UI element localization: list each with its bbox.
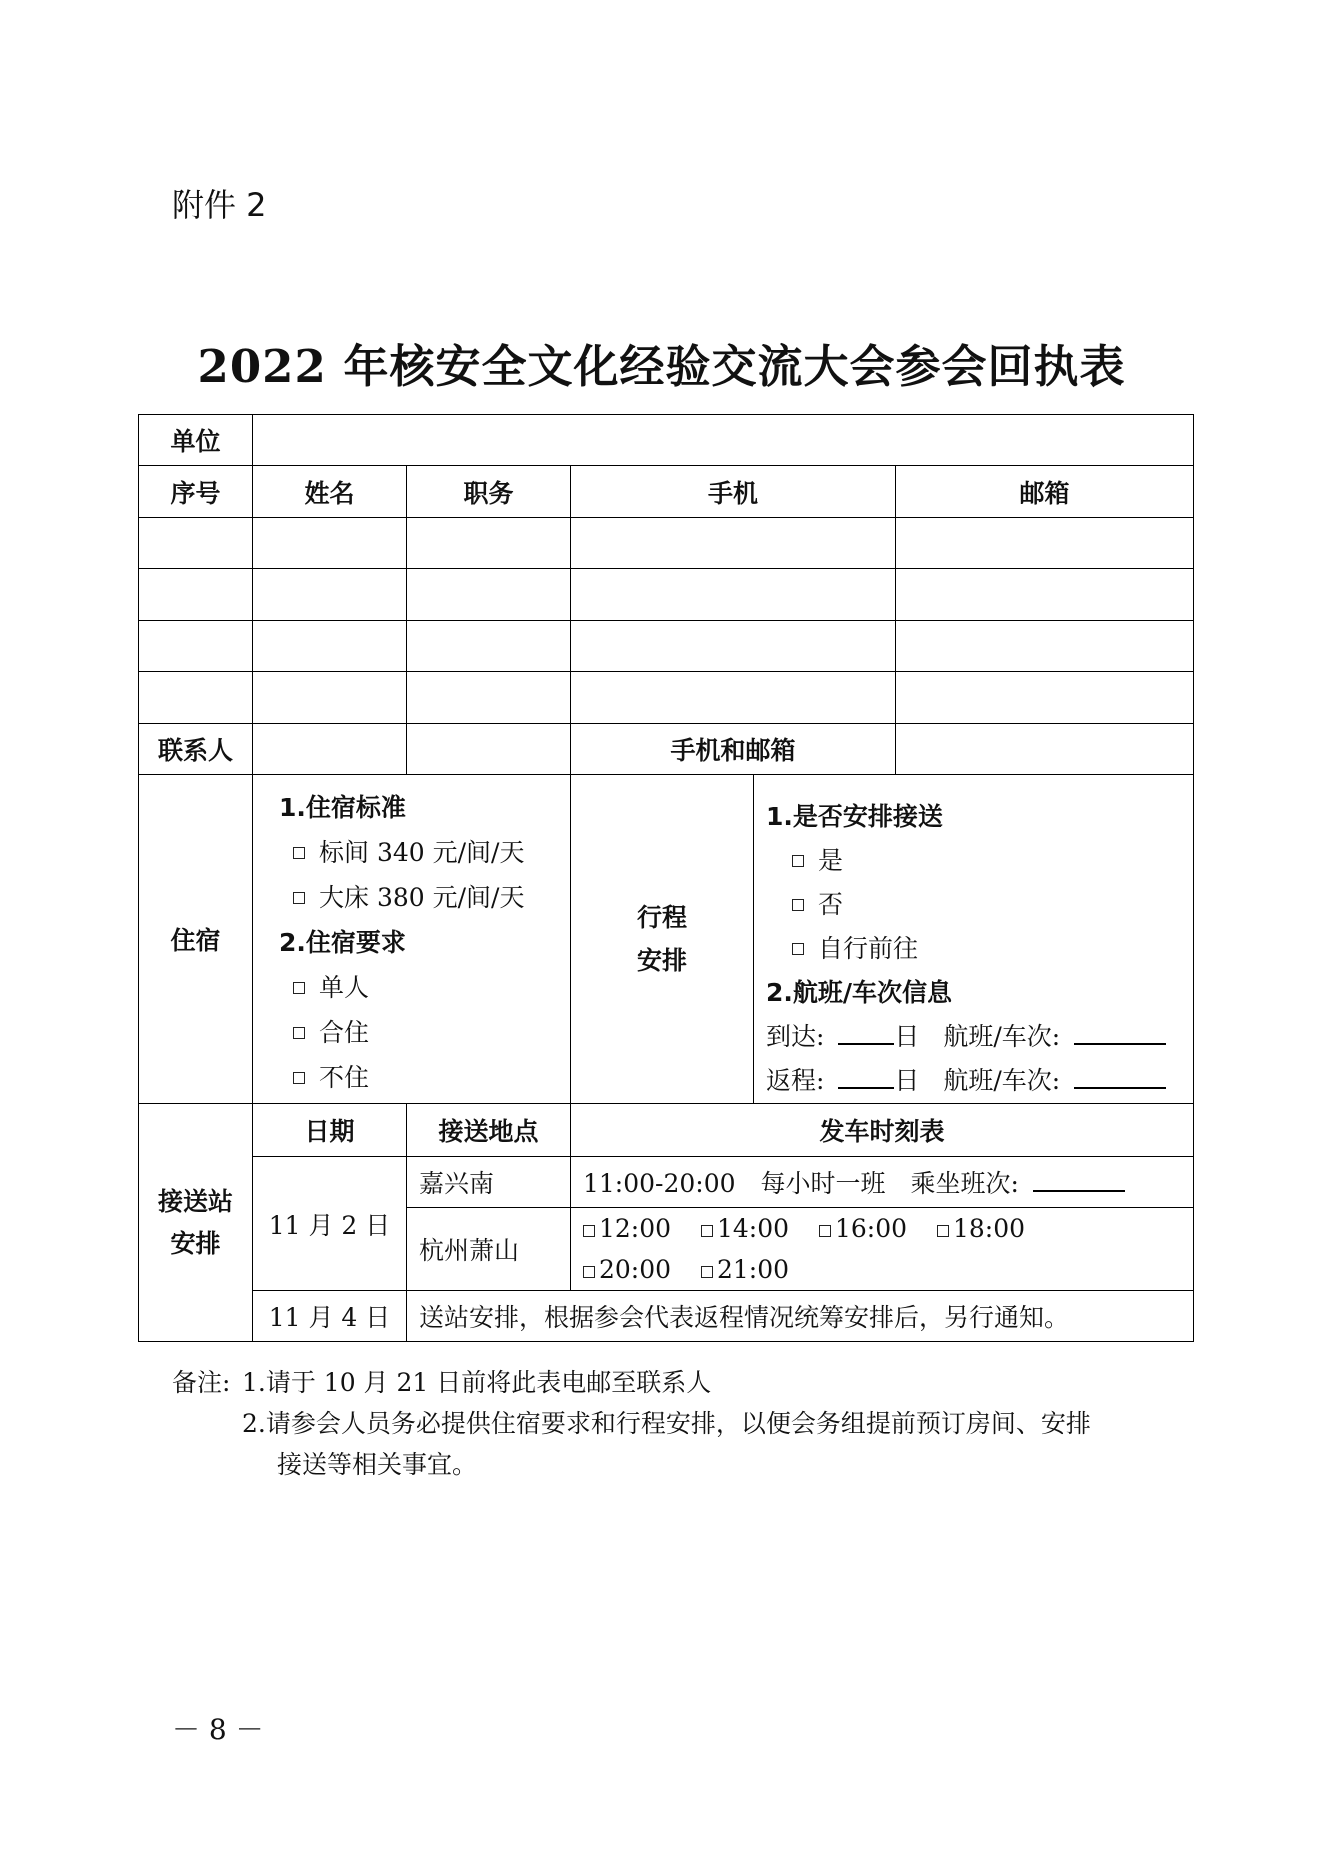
registration-form-table bbox=[138, 414, 1194, 1342]
checkbox-icon[interactable] bbox=[293, 847, 305, 859]
position-cell[interactable] bbox=[407, 621, 571, 672]
shuttle-date-nov2: 11 月 2 日 bbox=[253, 1157, 407, 1291]
notes-prefix: 备注: bbox=[172, 1368, 231, 1397]
jiaxing-schedule: 11:00-20:00 每小时一班 乘坐班次: bbox=[571, 1157, 1194, 1208]
shuttle-location-header: 接送地点 bbox=[407, 1104, 571, 1157]
checkbox-icon[interactable] bbox=[792, 943, 804, 955]
accommodation-itinerary-row bbox=[139, 775, 1194, 1104]
accommodation-label: 住宿 bbox=[139, 775, 253, 1104]
phone-cell[interactable] bbox=[571, 621, 896, 672]
checkbox-icon[interactable] bbox=[293, 892, 305, 904]
pickup-heading: 1.是否安排接送 bbox=[766, 802, 943, 831]
checkbox-icon[interactable] bbox=[701, 1266, 713, 1278]
seq-cell[interactable] bbox=[139, 621, 253, 672]
email-cell[interactable] bbox=[896, 569, 1194, 621]
time-option[interactable]: 12:00 bbox=[583, 1214, 671, 1243]
time-option[interactable]: 18:00 bbox=[937, 1214, 1025, 1243]
phone-cell[interactable] bbox=[571, 518, 896, 569]
page-number: － 8 － bbox=[172, 1713, 264, 1746]
checkbox-icon[interactable] bbox=[293, 982, 305, 994]
name-cell[interactable] bbox=[253, 518, 407, 569]
requirement-option-shared[interactable]: 合住 bbox=[279, 1010, 570, 1055]
position-cell[interactable] bbox=[407, 518, 571, 569]
col-header-name: 姓名 bbox=[253, 466, 407, 518]
form-title: 2022 年核安全文化经验交流大会参会回执表 bbox=[197, 340, 1126, 393]
itinerary-label: 行程 安排 bbox=[571, 775, 754, 1104]
note-item-2-cont: 接送等相关事宜。 bbox=[277, 1450, 478, 1479]
contact-row bbox=[139, 724, 1194, 775]
checkbox-icon[interactable] bbox=[792, 899, 804, 911]
contact-name-field[interactable] bbox=[253, 724, 407, 775]
contact-phone-email-label: 手机和邮箱 bbox=[571, 724, 896, 775]
time-option[interactable]: 20:00 bbox=[583, 1255, 671, 1284]
jiaxing-trip-field[interactable] bbox=[1033, 1168, 1125, 1192]
time-option[interactable]: 21:00 bbox=[701, 1255, 789, 1284]
table-row bbox=[139, 569, 1194, 621]
header-row bbox=[139, 466, 1194, 518]
pickup-option-yes[interactable]: 是 bbox=[766, 839, 1193, 883]
nov4-note: 送站安排，根据参会代表返程情况统筹安排后，另行通知。 bbox=[407, 1291, 1194, 1342]
time-option[interactable]: 16:00 bbox=[819, 1214, 907, 1243]
name-cell[interactable] bbox=[253, 569, 407, 621]
note-item-1: 1.请于 10 月 21 日前将此表电邮至联系人 bbox=[242, 1368, 712, 1397]
shuttle-header-row bbox=[139, 1104, 1194, 1157]
seq-cell[interactable] bbox=[139, 672, 253, 724]
arrival-day-field[interactable] bbox=[838, 1021, 894, 1045]
accommodation-options bbox=[253, 775, 571, 1104]
shuttle-row-jiaxing bbox=[139, 1157, 1194, 1208]
shuttle-date-nov4: 11 月 4 日 bbox=[253, 1291, 407, 1342]
col-header-seq: 序号 bbox=[139, 466, 253, 518]
position-cell[interactable] bbox=[407, 672, 571, 724]
name-cell[interactable] bbox=[253, 621, 407, 672]
arrival-flight-field[interactable] bbox=[1074, 1021, 1166, 1045]
table-row bbox=[139, 672, 1194, 724]
station-jiaxing: 嘉兴南 bbox=[407, 1157, 571, 1208]
requirement-option-none[interactable]: 不住 bbox=[279, 1055, 570, 1100]
checkbox-icon[interactable] bbox=[583, 1266, 595, 1278]
contact-extra-field[interactable] bbox=[407, 724, 571, 775]
accommodation-requirement-heading: 2.住宿要求 bbox=[279, 928, 406, 957]
note-item-2: 2.请参会人员务必提供住宿要求和行程安排，以便会务组提前预订房间、安排 bbox=[242, 1409, 1091, 1438]
hangzhou-schedule bbox=[571, 1208, 1194, 1291]
checkbox-icon[interactable] bbox=[701, 1225, 713, 1237]
itinerary-options bbox=[754, 775, 1194, 1104]
checkbox-icon[interactable] bbox=[293, 1072, 305, 1084]
contact-label: 联系人 bbox=[139, 724, 253, 775]
return-day-field[interactable] bbox=[838, 1065, 894, 1089]
phone-cell[interactable] bbox=[571, 672, 896, 724]
col-header-position: 职务 bbox=[407, 466, 571, 518]
unit-field[interactable] bbox=[253, 415, 1194, 466]
name-cell[interactable] bbox=[253, 672, 407, 724]
col-header-email: 邮箱 bbox=[896, 466, 1194, 518]
checkbox-icon[interactable] bbox=[937, 1225, 949, 1237]
col-header-phone: 手机 bbox=[571, 466, 896, 518]
shuttle-label: 接送站 安排 bbox=[139, 1104, 253, 1342]
unit-label: 单位 bbox=[139, 415, 253, 466]
standard-option-king[interactable]: 大床 380 元/间/天 bbox=[279, 875, 570, 920]
seq-cell[interactable] bbox=[139, 569, 253, 621]
return-flight-field[interactable] bbox=[1074, 1065, 1166, 1089]
position-cell[interactable] bbox=[407, 569, 571, 621]
email-cell[interactable] bbox=[896, 621, 1194, 672]
seq-cell[interactable] bbox=[139, 518, 253, 569]
checkbox-icon[interactable] bbox=[583, 1225, 595, 1237]
table-row bbox=[139, 621, 1194, 672]
email-cell[interactable] bbox=[896, 672, 1194, 724]
contact-phone-email-field[interactable] bbox=[896, 724, 1194, 775]
email-cell[interactable] bbox=[896, 518, 1194, 569]
checkbox-icon[interactable] bbox=[819, 1225, 831, 1237]
attachment-label: 附件 2 bbox=[172, 186, 267, 224]
standard-option-twin[interactable]: 标间 340 元/间/天 bbox=[279, 830, 570, 875]
requirement-option-single[interactable]: 单人 bbox=[279, 965, 570, 1010]
arrival-line: 到达: 日 航班/车次: bbox=[766, 1015, 1193, 1059]
notes-section bbox=[172, 1362, 1091, 1485]
table-row bbox=[139, 518, 1194, 569]
shuttle-row-nov4 bbox=[139, 1291, 1194, 1342]
return-line: 返程: 日 航班/车次: bbox=[766, 1059, 1193, 1103]
shuttle-date-header: 日期 bbox=[253, 1104, 407, 1157]
shuttle-schedule-header: 发车时刻表 bbox=[571, 1104, 1194, 1157]
checkbox-icon[interactable] bbox=[792, 855, 804, 867]
flight-heading: 2.航班/车次信息 bbox=[766, 978, 953, 1007]
checkbox-icon[interactable] bbox=[293, 1027, 305, 1039]
pickup-option-no[interactable]: 否 bbox=[766, 883, 1193, 927]
station-hangzhou: 杭州萧山 bbox=[407, 1208, 571, 1291]
accommodation-standard-heading: 1.住宿标准 bbox=[279, 793, 406, 822]
time-option[interactable]: 14:00 bbox=[701, 1214, 789, 1243]
phone-cell[interactable] bbox=[571, 569, 896, 621]
pickup-option-self[interactable]: 自行前往 bbox=[766, 927, 1193, 971]
